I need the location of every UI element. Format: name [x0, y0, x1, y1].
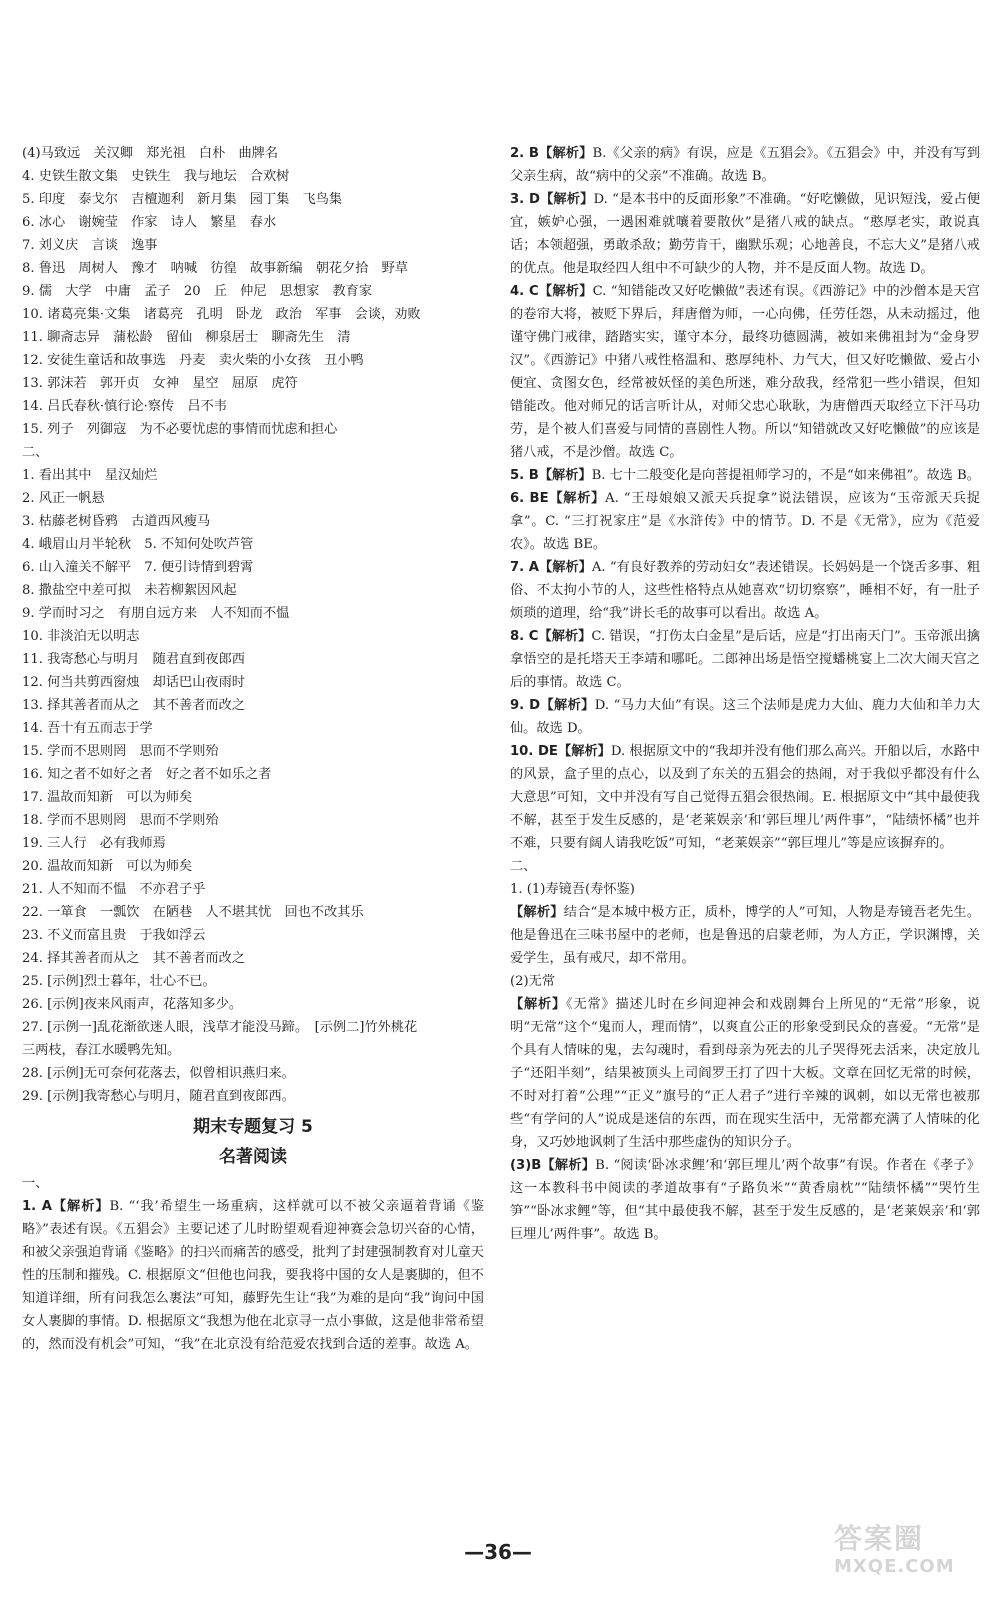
analysis-text: D. “是本书中的反面形象”不准确。“好吃懒做，见识短浅，爱占便宜，嫉妒心强，一遇困难就嚷着要散伙”是猪八戒的缺点。“憨厚老实，敢说真话；本领超强，勇敢杀敌；勤劳肯干，幽默乐观；心地善良，不忘大义”是猪八戒的优点。他是取经四人组中不可缺少的人物，并不是反面人物。故选 D。: [510, 192, 981, 276]
answer-line: (4)马致远 关汉卿 郑光祖 白朴 曲牌名: [22, 146, 279, 161]
answer-line: 16. 知之者不如好之者 好之者不如乐之者: [22, 767, 272, 782]
answer-line: 26. [示例]夜来风雨声，花落知多少。: [22, 997, 243, 1012]
section-subtitle: 名著阅读: [219, 1147, 287, 1167]
answer-line: 9. 学而时习之 有朋自远方来 人不知而不愠: [22, 606, 290, 621]
answer-line: 17. 温故而知新 可以为师矣: [22, 790, 193, 805]
answer-line: 24. 择其善者而从之 其不善者而改之: [22, 951, 245, 966]
answer-line: 6. 冰心 谢婉莹 作家 诗人 繁星 春水: [22, 215, 277, 230]
answer-line: 二、: [22, 445, 49, 460]
analysis-tag: 【解析】: [539, 192, 594, 207]
section-label: 二、: [510, 859, 537, 874]
answer-key: 5. B: [510, 468, 539, 483]
answer-line: 11. 我寄愁心与明月 随君直到夜郎西: [22, 652, 245, 667]
answer-line: 12. 何当共剪西窗烛 却话巴山夜雨时: [22, 675, 245, 690]
left-answer-list: [22, 142, 484, 1016]
analysis-text: B. “‘我’希望生一场重病，这样就可以不被父亲逼着背诵《鉴略》”表述有误。《五猖会》主要记述了儿时盼望观看迎神赛会急切兴奋的心情，和被父亲强迫背诵《鉴略》的扫兴而痛苦的感受，批判了封建强制教育对儿童天性的压制和摧残。C. 根据原文“但他也问我，要我将中国的女人是裹脚的，但不知道详细，所有问我怎么裹法”可知，藤野先生让“我”为难的是向“我”询问中国女人裹脚的事情。D. 根据原文“我想为他在北京寻一点小事做，这是他非常希望的，然而没有机会”可知，“我”在北京没有给范爱农找到合适的差事。故选 A。: [22, 1199, 485, 1352]
right-column: [510, 142, 980, 1246]
analysis-tag: 【解析】: [538, 468, 592, 483]
answer-line: 9. 儒 大学 中庸 孟子 20 丘 仲尼 思想家 教育家: [22, 284, 373, 299]
answer-line: 19. 三人行 必有我师焉: [22, 836, 166, 851]
answer-line: 23. 不义而富且贵 于我如浮云: [22, 928, 206, 943]
analysis-tag: 【解析】: [538, 284, 593, 299]
question-8-analysis: [510, 625, 980, 694]
question-1-analysis: [22, 1195, 484, 1356]
answer-line: 4. 峨眉山月半轮秋 5. 不知何处吹芦管: [22, 537, 254, 552]
answer-line: 10. 非淡泊无以明志: [22, 629, 140, 644]
analysis-text: A. “有良好教养的劳动妇女”表述错误。长妈妈是一个饶舌多事、粗俗、不太拘小节的人，这些性格特点从她喜欢“切切察察”，睡相不好，有一肚子烦琐的道理，给“我”讲长毛的故事可以看出。故选 A。: [510, 560, 981, 621]
analysis-tag: 【解析】: [539, 560, 592, 575]
answer-line: 25. [示例]烈士暮年，壮心不已。: [22, 974, 216, 989]
answer-line: 20. 温故而知新 可以为师矣: [22, 859, 193, 874]
answer-line: 15. 学而不思则罔 思而不学则殆: [22, 744, 219, 759]
answer-line: 10. 诸葛亮集·文集 诸葛亮 孔明 卧龙 政治 军事 会谈，劝败: [22, 307, 421, 322]
answer-line: 14. 吾十有五而志于学: [22, 721, 153, 736]
analysis-text: A. “王母娘娘又派天兵捉拿”说法错误，应该为“玉帝派天兵捉拿”。C. “三打祝家庄”是《水浒传》中的情节。D. 不是《无常》，应为《范爱农》。故选 BE。: [510, 491, 981, 552]
page-number: —36—: [464, 1540, 532, 1564]
analysis-text: C. 错误，“打伤太白金星”是后话，应是“打出南天门”。玉帝派出擒拿悟空的是托塔天王李靖和哪吒。二郎神出场是悟空搅蟠桃宴上二次大闹天宫之后的事情。故选 C。: [510, 629, 980, 690]
answer-line: 7. 刘义庆 言谈 逸事: [22, 238, 158, 253]
answer-line: 14. 吕氏春秋·慎行论·察传 吕不韦: [22, 399, 227, 414]
answer-line: 5. 印度 泰戈尔 吉檀迦利 新月集 园丁集 飞鸟集: [22, 192, 343, 207]
section-label: 一、: [22, 1176, 49, 1191]
answer-line: 8. 撒盐空中差可拟 未若柳絮因风起: [22, 583, 237, 598]
question-10-analysis: [510, 740, 980, 855]
answer-line: 13. 择其善者而从之 其不善者而改之: [22, 698, 245, 713]
analysis-text: B. “阅读‘卧冰求鲤’和‘郭巨埋儿’两个故事”有误。作者在《孝子》这一本教科书中阅读的孝道故事有“子路负米”“黄香扇枕”“陆绩怀橘”“哭竹生笋”“卧冰求鲤”等，但“其中最使我不解，甚至于发生反感的，是‘老莱娱亲’和‘郭巨埋儿’两件事”。故选 B。: [510, 1158, 981, 1242]
answer-key: 10. DE: [510, 744, 558, 759]
part-1-answer: 1. (1)寿镜吾(寿怀鉴): [510, 882, 635, 897]
analysis-text: B. 七十二般变化是向菩提祖师学习的，不是“如来佛祖”。故选 B。: [591, 468, 980, 483]
analysis-text: D. 根据原文中的“我却并没有他们那么高兴。开船以后，水路中的风景，盒子里的点心，以及到了东关的五猖会的热闹，对于我似乎都没有什么大意思”可知，文中并没有写自己觉得五猖会很热闹。E. 根据原文中“其中最使我不解，甚至于发生反感的，是‘老莱娱亲’和‘郭巨埋儿’两件事”，“陆绩怀橘”也并不难，只要有阔人请我吃饭”可知，“老莱娱亲”“郭巨埋儿”等是应该摒弃的。: [510, 744, 980, 851]
analysis-tag: 【解析】: [548, 491, 606, 506]
answer-line: 1. 看出其中 星汉灿烂: [22, 468, 158, 483]
analysis-text: C. “知错能改又好吃懒做”表述有误。《西游记》中的沙僧本是天宫的卷帘大将，被贬下界后，拜唐僧为师，一心向佛，任劳任怨，从未动摇过，他谨守佛门戒律，踏踏实实，谨守本分，最终功德圆满，被如来佛祖封为“金身罗汉”。《西游记》中猪八戒性格温和、憨厚纯朴、力气大，但又好吃懒做、爱占小便宜、贪图女色，经常被妖怪的美色所迷，难分敌我，经常犯一些小错误，但知错能改。他对师兄的话言听计从，对师父忠心耿耿，为唐僧西天取经立下汗马功劳，是个被人们喜爱与同情的喜剧性人物。所以“知错就改又好吃懒做”的应该是猪八戒，不是沙僧。故选 C。: [510, 284, 980, 460]
answer-line: 18. 学而不思则罔 思而不学则殆: [22, 813, 219, 828]
section-title: 期末专题复习 5: [193, 1117, 313, 1137]
answer-line: 12. 安徒生童话和故事选 丹麦 卖火柴的小女孩 丑小鸭: [22, 353, 364, 368]
answer-key: (3)B: [510, 1158, 542, 1173]
analysis-text: 结合“是本城中极方正，质朴，博学的人”可知，人物是寿镜吾老先生。他是鲁迅在三味书屋中的老师，也是鲁迅的启蒙老师，为人方正，学识渊博，关爱学生，虽有戒尺，却不常用。: [510, 905, 981, 966]
part-2-analysis: [510, 993, 980, 1154]
part-3-analysis: [510, 1154, 980, 1246]
answer-item-29: 29. [示例]我寄愁心与明月，随君直到夜郎西。: [22, 1089, 295, 1104]
answer-item-27-line2: 三两枝，春江水暖鸭先知。: [22, 1043, 181, 1058]
answer-key: 9. D: [510, 698, 541, 713]
question-5-analysis: [510, 464, 980, 487]
answer-line: 2. 风正一帆悬: [22, 491, 105, 506]
analysis-text: B.《父亲的病》有误，应是《五猖会》。《五猖会》中，并没有写到父亲生病，故“病中的父亲”不准确。故选 B。: [510, 146, 980, 184]
question-4-analysis: [510, 280, 980, 464]
analysis-tag: 【解析】: [51, 1199, 110, 1214]
question-7-analysis: [510, 556, 980, 625]
answer-line: 3. 枯藤老树昏鸦 古道西风瘦马: [22, 514, 211, 529]
answer-line: 22. 一箪食 一瓢饮 在陋巷 人不堪其忧 回也不改其乐: [22, 905, 364, 920]
site-watermark-logo: [834, 1522, 974, 1584]
answer-key: 4. C: [510, 284, 539, 299]
answer-key: 2. B: [510, 146, 539, 161]
answer-line: 8. 鲁迅 周树人 豫才 呐喊 彷徨 故事新编 朝花夕拾 野草: [22, 261, 409, 276]
analysis-tag: 【解析】: [510, 997, 567, 1012]
analysis-tag: 【解析】: [538, 629, 592, 644]
answer-line: 15. 列子 列御寇 为不必要忧虑的事情而忧虑和担心: [22, 422, 338, 437]
question-9-analysis: [510, 694, 980, 740]
analysis-text: D. “马力大仙”有误。这三个法师是虎力大仙、鹿力大仙和羊力大仙。故选 D。: [510, 698, 981, 736]
answer-key: 6. BE: [510, 491, 549, 506]
question-2-analysis: [510, 142, 980, 188]
analysis-tag: 【解析】: [541, 1158, 596, 1173]
analysis-tag: 【解析】: [510, 905, 564, 920]
analysis-tag: 【解析】: [540, 698, 595, 713]
answer-line: 13. 郭沫若 郭开贞 女神 星空 屈原 虎符: [22, 376, 298, 391]
part-1-analysis: [510, 901, 980, 970]
answer-key: 3. D: [510, 192, 540, 207]
answer-line: 11. 聊斋志异 蒲松龄 留仙 柳泉居士 聊斋先生 清: [22, 330, 351, 345]
left-column: [22, 142, 484, 1356]
analysis-text: 《无常》描述儿时在乡间迎神会和戏剧舞台上所见的“无常”形象，说明“无常”这个“鬼而人，理而情”，以爽直公正的形象受到民众的喜爱。“无常”是个具有人情味的鬼，去勾魂时，看到母亲为死去的儿子哭得死去活来，决定放儿子“还阳半刻”，结果被顶头上司阎罗王打了四十大板。文章在回忆无常的时候，不时对打着“公理”“正义”旗号的“正人君子”进行辛辣的讽刺，如以无常也被那些“有学问的人”说成是迷信的东西，而在现实生活中，无常都充满了人情味的化身，又巧妙地讽刺了生活中那些虚伪的知识分子。: [510, 997, 981, 1150]
analysis-tag: 【解析】: [557, 744, 611, 759]
answer-item-27-line1: 27. [示例一]乱花渐欲迷人眼，浅草才能没马蹄。 [示例二]竹外桃花: [22, 1020, 418, 1035]
answer-line: 21. 人不知而不愠 不亦君子乎: [22, 882, 206, 897]
answer-key: 7. A: [510, 560, 540, 575]
answer-line: 4. 史铁生散文集 史铁生 我与地坛 合欢树: [22, 169, 290, 184]
answer-key: 1. A: [22, 1199, 52, 1214]
question-3-analysis: [510, 188, 980, 280]
watermark-text-bottom: MXQE.COM: [834, 1556, 955, 1577]
watermark-text-top: 答案圈: [834, 1522, 925, 1555]
part-2-answer: (2)无常: [510, 974, 556, 989]
answer-item-28: 28. [示例]无可奈何花落去，似曾相识燕归来。: [22, 1066, 295, 1081]
answer-line: 6. 山入潼关不解平 7. 便引诗情到碧霄: [22, 560, 254, 575]
question-6-analysis: [510, 487, 980, 556]
answer-key: 8. C: [510, 629, 539, 644]
analysis-tag: 【解析】: [538, 146, 593, 161]
